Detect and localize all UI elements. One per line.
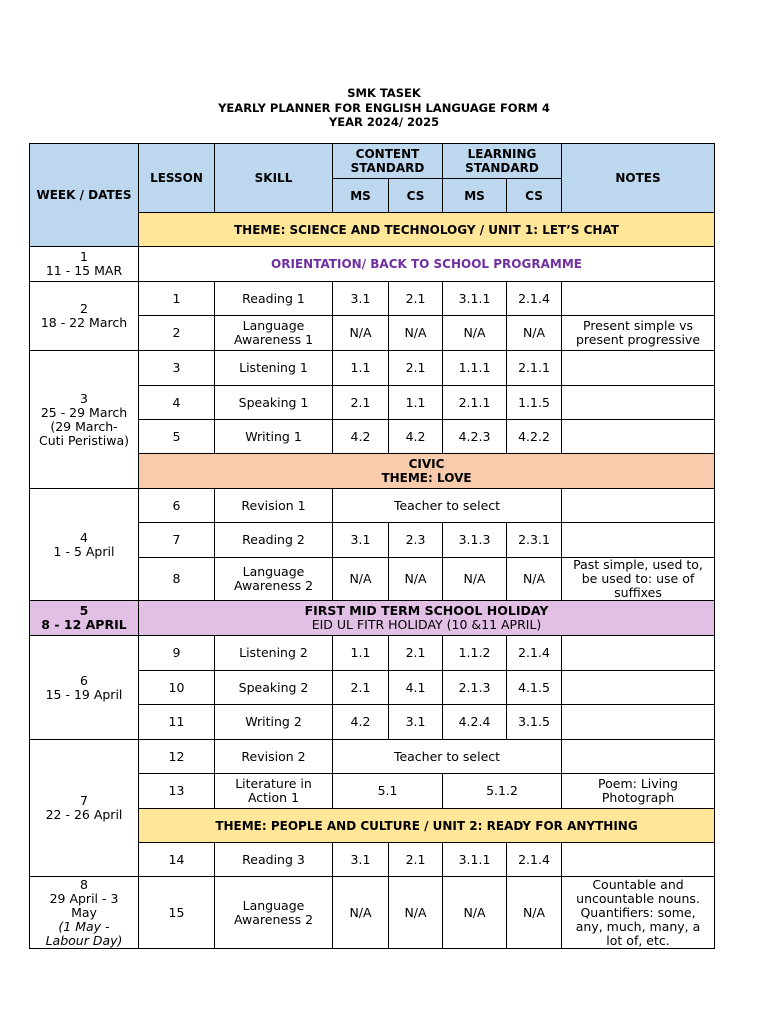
week-number: 2 [80, 301, 88, 316]
lesson-number: 2 [139, 316, 215, 351]
notes-cell [562, 740, 715, 774]
week-dates: 11 - 15 MAR [45, 263, 123, 278]
notes-cell [562, 282, 715, 316]
header-content-ms: MS [333, 179, 389, 213]
content-ms-cell: N/A [333, 558, 389, 601]
skill-cell [215, 558, 333, 601]
learning-ms-cell: 4.2.4 [443, 705, 507, 740]
learning-cs-cell: 2.1.4 [507, 843, 562, 877]
note-line: be used to: use of [581, 571, 695, 586]
note-line: uncountable nouns. [576, 890, 700, 906]
week-note: (1 May - [58, 918, 110, 934]
week-dates: 22 - 26 April [45, 807, 123, 822]
note-line: Past simple, used to, [573, 557, 703, 572]
content-cs-cell: N/A [389, 877, 443, 949]
content-ms-cell: 3.1 [333, 282, 389, 316]
skill-line: Awareness 2 [233, 578, 314, 593]
teacher-select-cell: Teacher to select [333, 740, 562, 774]
holiday-banner [139, 601, 715, 636]
week-dates: 29 April - 3 [49, 890, 119, 906]
content-ms-cell: 1.1 [333, 636, 389, 671]
content-ms-cell: N/A [333, 316, 389, 351]
header-learning-cs: CS [507, 179, 562, 213]
holiday-subtitle: EID UL FITR HOLIDAY (10 &11 APRIL) [311, 617, 542, 632]
lesson-number: 14 [139, 843, 215, 877]
lesson-number: 9 [139, 636, 215, 671]
learning-ms-cell: 4.2.3 [443, 420, 507, 454]
learning-cs-cell: N/A [507, 558, 562, 601]
notes-cell [562, 877, 715, 949]
skill-cell [215, 877, 333, 949]
week-8-cell [30, 877, 139, 949]
notes-cell [562, 489, 715, 523]
note-line: Quantifiers: some, [580, 904, 696, 920]
civic-theme: THEME: LOVE [381, 471, 472, 485]
week-1-cell [30, 247, 139, 282]
header-skill: SKILL [215, 144, 333, 213]
skill-cell: Speaking 1 [215, 386, 333, 420]
week-3-cell [30, 351, 139, 489]
content-standard-cell: 5.1 [333, 774, 443, 809]
note-line: any, much, many, a [575, 918, 701, 934]
content-ms-cell: 4.2 [333, 705, 389, 740]
lesson-number: 5 [139, 420, 215, 454]
note-line: lot of, etc. [606, 932, 670, 948]
skill-line: Language [242, 318, 305, 333]
skill-line: Awareness 2 [233, 911, 314, 927]
notes-cell [562, 386, 715, 420]
teacher-select-cell: Teacher to select [333, 489, 562, 523]
note-line: Countable and [592, 876, 684, 892]
note-line: Photograph [601, 790, 675, 805]
learning-ms-cell: N/A [443, 316, 507, 351]
notes-cell [562, 351, 715, 386]
week-note: (29 March- [50, 418, 118, 434]
document-title [0, 86, 768, 130]
learning-cs-cell: 2.3.1 [507, 523, 562, 558]
planner-year: YEAR 2024/ 2025 [328, 115, 440, 129]
header-week-dates: WEEK / DATES [30, 144, 139, 247]
week-2-cell [30, 282, 139, 351]
civic-theme-banner [139, 454, 715, 489]
content-ms-cell: 1.1 [333, 351, 389, 386]
content-cs-cell: 4.1 [389, 671, 443, 705]
skill-line: Action 1 [247, 790, 300, 805]
learning-ms-cell: 3.1.3 [443, 523, 507, 558]
learning-cs-cell: 2.1.4 [507, 282, 562, 316]
week-dates: 1 - 5 April [53, 543, 115, 559]
notes-cell [562, 523, 715, 558]
lesson-number: 15 [139, 877, 215, 949]
lesson-number: 1 [139, 282, 215, 316]
skill-line: Literature in [235, 776, 312, 791]
content-ms-cell: N/A [333, 877, 389, 949]
header-notes: NOTES [562, 144, 715, 213]
content-cs-cell: 2.1 [389, 843, 443, 877]
learning-cs-cell: 3.1.5 [507, 705, 562, 740]
note-line: present progressive [576, 332, 701, 347]
skill-cell: Revision 1 [215, 489, 333, 523]
note-line: Poem: Living [598, 776, 678, 791]
lesson-number: 10 [139, 671, 215, 705]
skill-cell: Reading 1 [215, 282, 333, 316]
learning-cs-cell: N/A [507, 877, 562, 949]
learning-ms-cell: 1.1.1 [443, 351, 507, 386]
content-cs-cell: 2.1 [389, 282, 443, 316]
holiday-title: FIRST MID TERM SCHOOL HOLIDAY [304, 603, 549, 618]
skill-cell: Revision 2 [215, 740, 333, 774]
skill-cell [215, 774, 333, 809]
week-4-cell [30, 489, 139, 601]
learning-cs-cell: N/A [507, 316, 562, 351]
skill-cell: Writing 2 [215, 705, 333, 740]
content-cs-cell: 1.1 [389, 386, 443, 420]
notes-cell [562, 636, 715, 671]
content-ms-cell: 3.1 [333, 843, 389, 877]
learning-ms-cell: 1.1.2 [443, 636, 507, 671]
week-note: Labour Day) [45, 932, 123, 948]
week-6-cell [30, 636, 139, 740]
learning-ms-cell: N/A [443, 877, 507, 949]
skill-cell: Reading 3 [215, 843, 333, 877]
week-number: 6 [80, 672, 88, 688]
content-cs-cell: N/A [389, 558, 443, 601]
skill-line: Awareness 1 [233, 332, 314, 347]
week-note: Cuti Peristiwa) [38, 432, 130, 448]
learning-ms-cell: 2.1.1 [443, 386, 507, 420]
notes-cell [562, 558, 715, 601]
learning-cs-cell: 4.2.2 [507, 420, 562, 454]
week-dates: 18 - 22 March [40, 315, 128, 330]
header-content-standard: CONTENT STANDARD [333, 144, 443, 179]
theme-banner-unit-1: THEME: SCIENCE AND TECHNOLOGY / UNIT 1: LET’S CHAT [139, 213, 715, 247]
lesson-number: 3 [139, 351, 215, 386]
learning-cs-cell: 2.1.1 [507, 351, 562, 386]
planner-title: YEARLY PLANNER FOR ENGLISH LANGUAGE FORM 4 [218, 100, 550, 115]
week-7-cell [30, 740, 139, 877]
notes-cell [562, 316, 715, 351]
content-ms-cell: 2.1 [333, 386, 389, 420]
learning-cs-cell: 4.1.5 [507, 671, 562, 705]
content-cs-cell: N/A [389, 316, 443, 351]
school-name: SMK TASEK [347, 86, 421, 100]
week-number: 3 [80, 390, 88, 406]
civic-label: CIVIC [408, 457, 445, 471]
notes-cell [562, 420, 715, 454]
yearly-planner-table [29, 143, 715, 949]
lesson-number: 7 [139, 523, 215, 558]
learning-ms-cell: N/A [443, 558, 507, 601]
lesson-number: 11 [139, 705, 215, 740]
week-dates: May [71, 904, 97, 920]
learning-ms-cell: 3.1.1 [443, 282, 507, 316]
skill-line: Language [242, 564, 305, 579]
week-dates: 8 - 12 APRIL [41, 617, 127, 632]
lesson-number: 6 [139, 489, 215, 523]
lesson-number: 4 [139, 386, 215, 420]
skill-cell: Listening 2 [215, 636, 333, 671]
week-number: 4 [80, 529, 88, 545]
note-line: suffixes [614, 585, 662, 600]
content-cs-cell: 3.1 [389, 705, 443, 740]
lesson-number: 8 [139, 558, 215, 601]
lesson-number: 12 [139, 740, 215, 774]
content-cs-cell: 2.1 [389, 351, 443, 386]
week-number: 5 [79, 603, 89, 618]
skill-cell: Writing 1 [215, 420, 333, 454]
orientation-banner: ORIENTATION/ BACK TO SCHOOL PROGRAMME [139, 247, 715, 282]
header-learning-ms: MS [443, 179, 507, 213]
learning-ms-cell: 3.1.1 [443, 843, 507, 877]
header-learning-standard: LEARNING STANDARD [443, 144, 562, 179]
week-5-cell [30, 601, 139, 636]
skill-cell: Listening 1 [215, 351, 333, 386]
week-dates: 25 - 29 March [40, 404, 128, 420]
header-lesson: LESSON [139, 144, 215, 213]
note-line: Present simple vs [583, 318, 694, 333]
content-ms-cell: 4.2 [333, 420, 389, 454]
learning-cs-cell: 2.1.4 [507, 636, 562, 671]
learning-cs-cell: 1.1.5 [507, 386, 562, 420]
skill-line: Language [242, 897, 305, 913]
notes-cell [562, 843, 715, 877]
week-number: 7 [80, 793, 88, 808]
content-cs-cell: 2.3 [389, 523, 443, 558]
learning-ms-cell: 2.1.3 [443, 671, 507, 705]
lesson-number: 13 [139, 774, 215, 809]
notes-cell [562, 705, 715, 740]
content-cs-cell: 2.1 [389, 636, 443, 671]
skill-cell [215, 316, 333, 351]
content-ms-cell: 3.1 [333, 523, 389, 558]
content-cs-cell: 4.2 [389, 420, 443, 454]
notes-cell [562, 774, 715, 809]
skill-cell: Reading 2 [215, 523, 333, 558]
week-number: 1 [80, 249, 88, 264]
week-number: 8 [80, 876, 88, 892]
theme-banner-unit-2: THEME: PEOPLE AND CULTURE / UNIT 2: READY FOR ANYTHING [139, 809, 715, 843]
notes-cell [562, 671, 715, 705]
header-content-cs: CS [389, 179, 443, 213]
week-dates: 15 - 19 April [45, 686, 123, 702]
learning-standard-cell: 5.1.2 [443, 774, 562, 809]
content-ms-cell: 2.1 [333, 671, 389, 705]
skill-cell: Speaking 2 [215, 671, 333, 705]
